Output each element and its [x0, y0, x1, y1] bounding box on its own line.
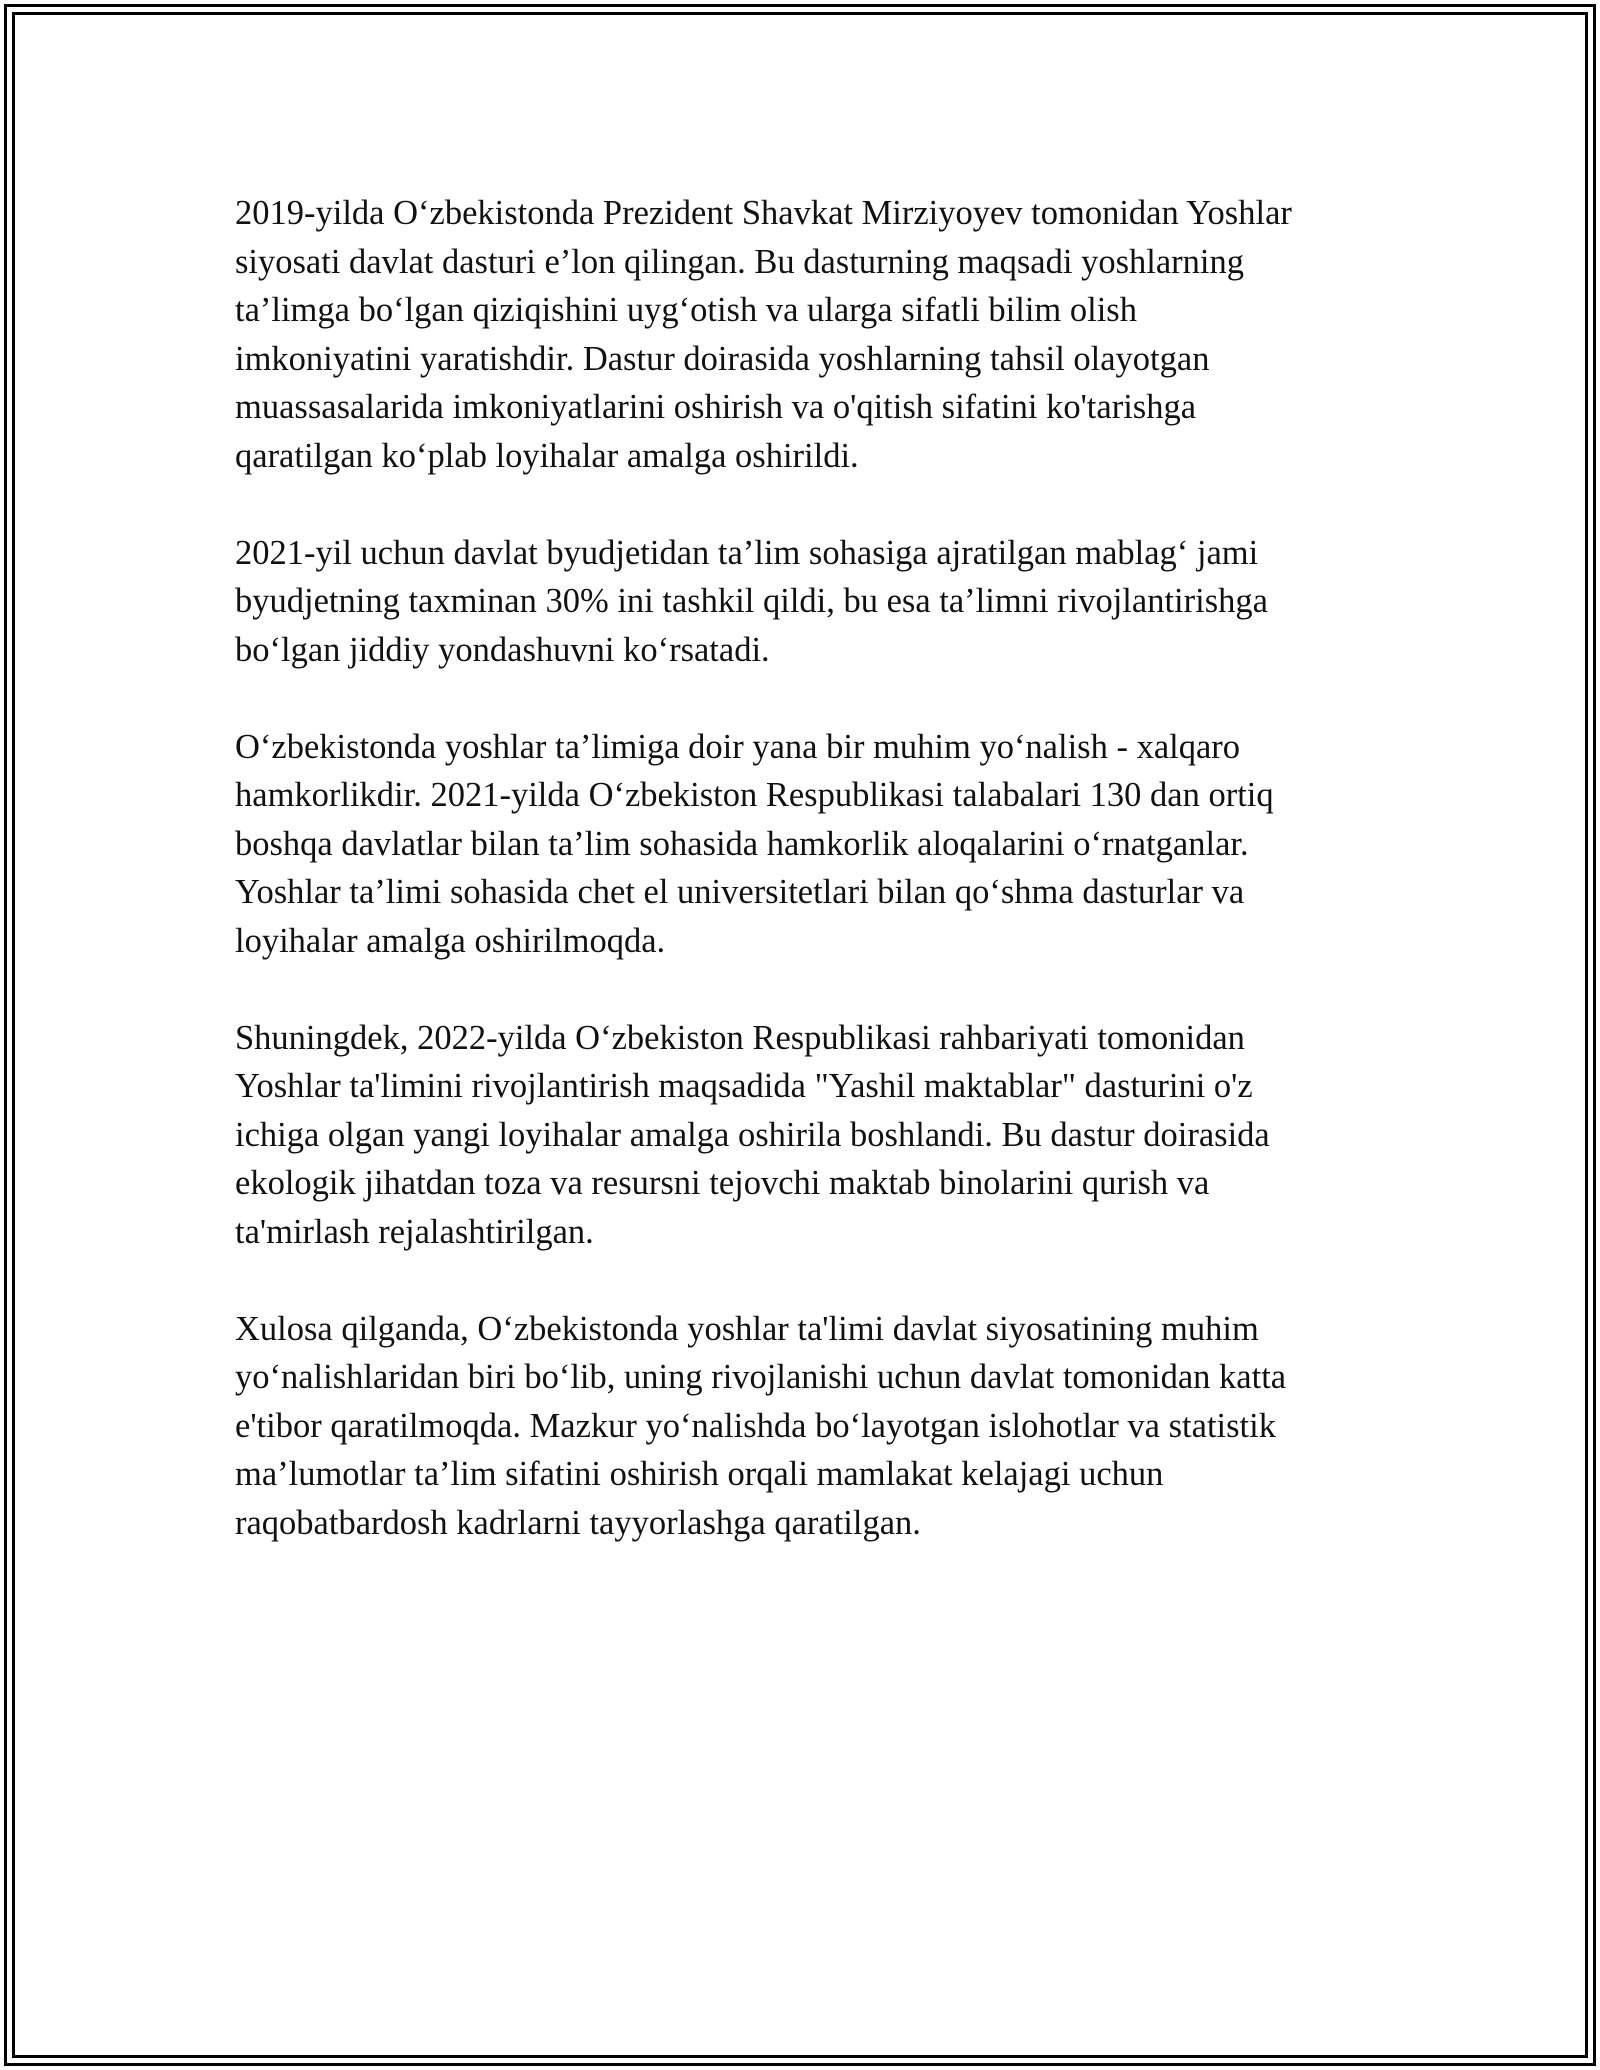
- paragraph-conclusion: Xulosa qilganda, O‘zbekistonda yoshlar ta'limi davlat siyosatining muhim yo‘nalishlaridan biri bo‘lib, uning rivojlanishi uchun davlat tomonidan katta e'tibor qaratilmoqda. Mazkur yo‘nalishda bo‘layotgan islohotlar va statistik ma’lumotlar ta’lim sifatini oshirish orqali mamlakat kelajagi uchun raqobatbardosh kadrlarni tayyorlashga qaratilgan.: [235, 1309, 1287, 1542]
- paragraph-international-cooperation: O‘zbekistonda yoshlar ta’limiga doir yana bir muhim yo‘nalish - xalqaro hamkorlikdir. 2021-yilda O‘zbekiston Respublikasi talabalari 130 dan ortiq boshqa davlatlar bilan ta’lim sohasida hamkorlik aloqalarini o‘rnatganlar. Yoshlar ta’limi sohasida chet el universitetlari bilan qo‘shma dasturlar va loyihalar amalga oshirilmoqda.: [235, 727, 1274, 960]
- document-body: [235, 189, 1395, 1596]
- paragraph-budget-2021: 2021-yil uchun davlat byudjetidan ta’lim sohasiga ajratilgan mablag‘ jami byudjetning taxminan 30% ini tashkil qildi, bu esa ta’limni rivojlantirishga bo‘lgan jiddiy yondashuvni ko‘rsatadi.: [235, 533, 1268, 669]
- paragraph-green-schools-2022: Shuningdek, 2022-yilda O‘zbekiston Respublikasi rahbariyati tomonidan Yoshlar ta'limini rivojlantirish maqsadida "Yashil maktablar" dasturini o'z ichiga olgan yangi loyihalar amalga oshirila boshlandi. Bu dastur doirasida ekologik jihatdan toza va resursni tejovchi maktab binolarini qurish va ta'mirlash rejalashtirilgan.: [235, 1018, 1270, 1251]
- paragraph-youth-policy-2019: 2019-yilda O‘zbekistonda Prezident Shavkat Mirziyoyev tomonidan Yoshlar siyosati davlat dasturi e’lon qilingan. Bu dasturning maqsadi yoshlarning ta’limga bo‘lgan qiziqishini uyg‘otish va ularga sifatli bilim olish imkoniyatini yaratishdir. Dastur doirasida yoshlarning tahsil olayotgan muassasalarida imkoniyatlarini oshirish va o'qitish sifatini ko'tarishga qaratilgan ko‘plab loyihalar amalga oshirildi.: [235, 194, 1292, 475]
